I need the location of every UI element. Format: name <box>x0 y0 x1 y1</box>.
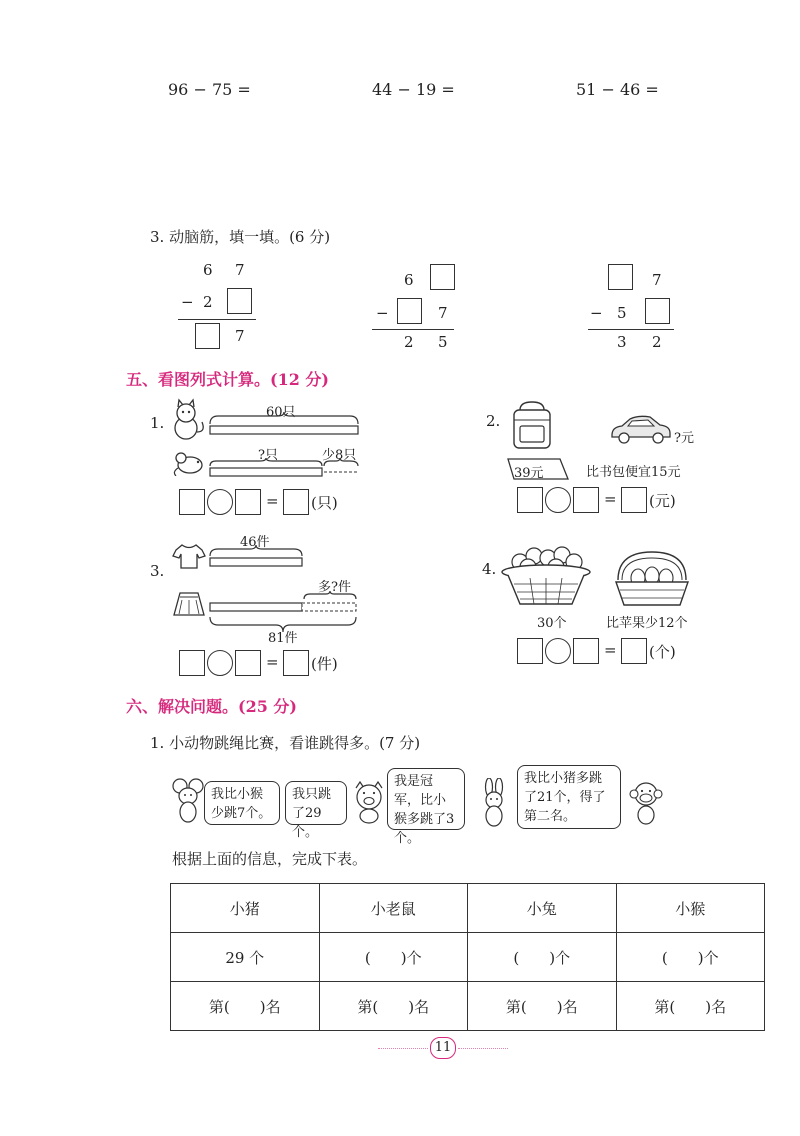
count-cell: 29 个 <box>171 933 320 982</box>
unit-label: (只) <box>311 494 338 512</box>
digit: 6 <box>203 261 213 279</box>
table-header-row <box>171 884 765 933</box>
answer-box[interactable] <box>179 650 205 676</box>
shirt-icon <box>172 542 206 570</box>
note-label: 比苹果少12个 <box>606 616 688 631</box>
digit: 3 <box>617 333 627 351</box>
divider <box>372 329 454 330</box>
apple-basket-icon <box>500 540 592 608</box>
mouse-icon <box>170 776 206 824</box>
pear-basket-icon <box>612 550 692 608</box>
calc-3: 51 − 46 = <box>576 80 659 99</box>
answer-box[interactable] <box>430 264 455 290</box>
count-cell[interactable]: ( )个 <box>468 933 617 982</box>
answer-box[interactable] <box>195 323 220 349</box>
rank-cell[interactable]: 第( )名 <box>468 982 617 1031</box>
bracket-bar-bottom <box>208 458 360 478</box>
digit: 7 <box>235 261 245 279</box>
backpack-icon <box>506 400 558 452</box>
answer-box[interactable] <box>573 487 599 513</box>
header-cell: 小猪 <box>171 884 320 933</box>
cat-icon <box>168 398 208 442</box>
instruction-text: 根据上面的信息，完成下表。 <box>172 850 368 868</box>
more-label: 多?件 <box>318 580 351 595</box>
table-row-counts <box>171 933 765 982</box>
problem-number: 3. <box>150 562 165 580</box>
equals-sign: = <box>604 641 617 659</box>
pig-icon <box>350 780 388 824</box>
minus-sign: − <box>376 304 389 322</box>
page-number: 11 <box>430 1037 456 1059</box>
total-label: 81件 <box>268 631 298 646</box>
answer-box[interactable] <box>517 638 543 664</box>
speech-bubble-mouse: 我比小猴少跳7个。 <box>204 781 280 825</box>
header-cell: 小猴 <box>616 884 765 933</box>
calc-1: 96 − 75 = <box>168 80 251 99</box>
q3-title: 3. 动脑筋，填一填。(6 分) <box>150 228 331 246</box>
digit: 6 <box>404 271 414 289</box>
operator-circle[interactable] <box>207 489 233 515</box>
answer-box[interactable] <box>608 264 633 290</box>
answer-box[interactable] <box>283 489 309 515</box>
digit: 7 <box>652 271 662 289</box>
apples-label: 30个 <box>537 616 567 631</box>
answer-box[interactable] <box>645 298 670 324</box>
skirt-icon <box>172 590 206 618</box>
answer-box[interactable] <box>227 288 252 314</box>
problem-number: 2. <box>486 412 501 430</box>
unit-label: (元) <box>649 492 676 510</box>
rank-cell[interactable]: 第( )名 <box>319 982 468 1031</box>
equals-sign: = <box>604 490 617 508</box>
digit: 5 <box>617 304 627 322</box>
note-label: 比书包便宜15元 <box>586 465 681 480</box>
unknown-label: ?元 <box>674 431 694 446</box>
question-1-title: 1. 小动物跳绳比赛，看谁跳得多。(7 分) <box>150 734 421 752</box>
page-divider-right <box>458 1048 508 1049</box>
divider <box>588 329 674 330</box>
problem-number: 4. <box>482 560 497 578</box>
digit: 5 <box>438 333 448 351</box>
minus-sign: − <box>181 293 194 311</box>
page-divider-left <box>378 1048 428 1049</box>
count-cell[interactable]: ( )个 <box>319 933 468 982</box>
shirts-label: 46件 <box>240 535 270 550</box>
unknown-label: ?只 <box>258 448 278 463</box>
answer-box[interactable] <box>621 638 647 664</box>
answer-box[interactable] <box>235 650 261 676</box>
mouse-icon <box>172 450 208 476</box>
bracket-bar-top <box>208 412 360 436</box>
unit-label: (个) <box>649 643 676 661</box>
rabbit-icon <box>474 778 516 828</box>
monkey-icon <box>626 780 666 826</box>
equals-sign: = <box>266 492 279 510</box>
answer-box[interactable] <box>517 487 543 513</box>
total-label: 60只 <box>266 405 296 420</box>
digit: 2 <box>652 333 662 351</box>
rank-cell[interactable]: 第( )名 <box>171 982 320 1031</box>
answer-box[interactable] <box>179 489 205 515</box>
answer-box[interactable] <box>283 650 309 676</box>
operator-circle[interactable] <box>545 638 571 664</box>
section-6-title: 六、解决问题。(25 分) <box>126 697 297 716</box>
answer-box[interactable] <box>235 489 261 515</box>
header-cell: 小老鼠 <box>319 884 468 933</box>
speech-bubble-monkey: 我比小猪多跳了21个，得了第二名。 <box>517 765 621 829</box>
minus-sign: − <box>590 304 603 322</box>
table-row-ranks <box>171 982 765 1031</box>
answer-box[interactable] <box>573 638 599 664</box>
section-5-title: 五、看图列式计算。(12 分) <box>126 370 329 389</box>
bracket-bar-shirts <box>208 545 304 569</box>
car-icon <box>608 413 674 447</box>
problem-number: 1. <box>150 414 165 432</box>
less-label: 少8只 <box>322 448 357 463</box>
operator-circle[interactable] <box>545 487 571 513</box>
equals-sign: = <box>266 653 279 671</box>
results-table <box>170 883 765 1031</box>
count-cell[interactable]: ( )个 <box>616 933 765 982</box>
answer-box[interactable] <box>397 298 422 324</box>
speech-bubble-rabbit: 我是冠军，比小猴多跳了3个。 <box>387 768 465 830</box>
operator-circle[interactable] <box>207 650 233 676</box>
digit: 2 <box>404 333 414 351</box>
header-cell: 小兔 <box>468 884 617 933</box>
digit: 7 <box>438 304 448 322</box>
divider <box>178 319 256 320</box>
speech-bubble-pig: 我只跳了29个。 <box>285 781 347 825</box>
digit: 7 <box>235 327 245 345</box>
unit-label: (件) <box>311 655 338 673</box>
price-tag-label: 39元 <box>514 466 544 481</box>
digit: 2 <box>203 293 213 311</box>
rank-cell[interactable]: 第( )名 <box>616 982 765 1031</box>
calc-2: 44 − 19 = <box>372 80 455 99</box>
answer-box[interactable] <box>621 487 647 513</box>
